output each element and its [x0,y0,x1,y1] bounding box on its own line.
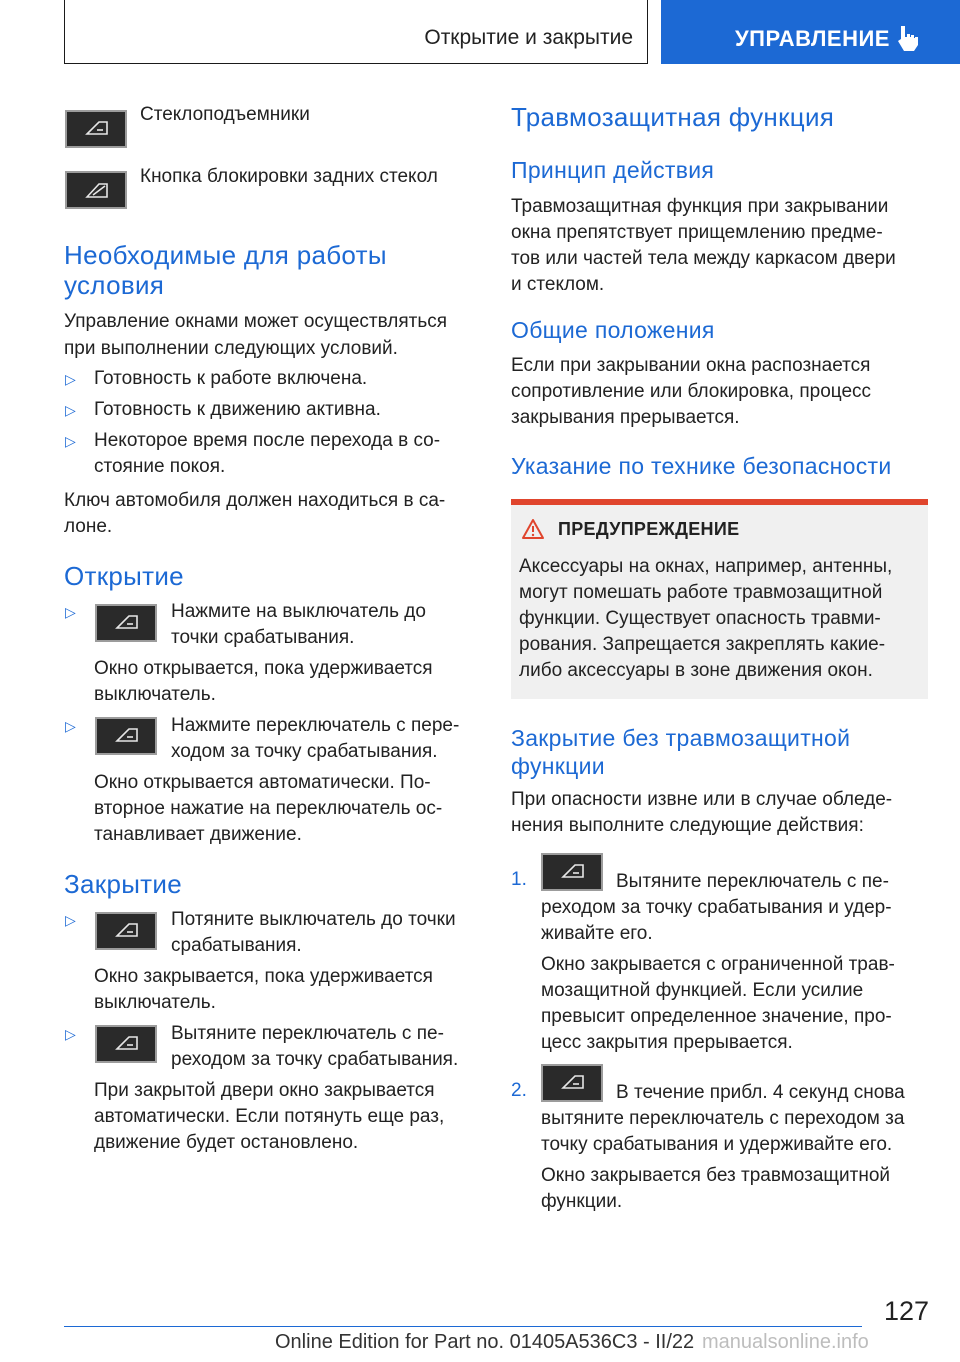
closing-title: Закрытие [64,869,182,899]
triangle-bullet-icon: ▷ [65,604,76,620]
conditions-intro-line2: при выполнении следующих условий. [64,338,398,359]
window-switch-icon [97,719,155,753]
no-protection-intro-line2: нения выполните следующие действия: [511,815,864,836]
warning-line: функции. Существует опасность травми- [519,608,881,629]
no-protection-title-line2: функции [511,753,605,779]
general-line: сопротивление или блокировка, процесс [511,381,872,402]
closing-step-result-cont: автоматически. Если потянуть еще раз, [94,1106,445,1127]
condition-item: Некоторое время после перехода в со- [94,430,441,451]
condition-item-cont: стояние покоя. [94,456,226,477]
opening-step-action: Нажмите на выключатель до [171,601,426,622]
warning-line: рования. Запрещается закреплять какие- [519,634,886,655]
no-protection-step-action: В течение прибл. 4 секунд снова [616,1082,905,1103]
opening-step-action: Нажмите переключатель с пере- [171,715,460,736]
closing-step-result-cont: выключатель. [94,992,216,1013]
closing-step-action: Вытяните переключатель с пе- [171,1023,444,1044]
no-protection-step-action-cont: точку срабатывания и удерживайте его. [541,1134,893,1155]
closing-step-action-cont: срабатывания. [171,935,302,956]
conditions-note-line2: лоне. [64,516,113,537]
principle-line: и стеклом. [511,274,605,295]
window-switch-button-image [541,853,603,891]
opening-title: Открытие [64,561,184,591]
window-switch-button-image [95,717,157,755]
opening-step-action-cont: точки срабатывания. [171,627,355,648]
closing-step-result: При закрытой двери окно закрывается [94,1080,435,1101]
no-protection-step-result: Окно закрывается с ограниченной трав- [541,954,895,975]
section-title: Открытие и закрытие [424,26,633,49]
general-title: Общие положения [511,317,715,343]
no-protection-intro-line1: При опасности извне или в случае обледе- [511,789,893,810]
principle-line: тов или частей тела между каркасом двери [511,248,896,269]
warning-line: либо аксессуары в зоне движения окон. [519,660,873,681]
chapter-title: УПРАВЛЕНИЕ [735,26,890,51]
no-protection-step-result-cont: функции. [541,1191,623,1212]
window-switch-button-image [65,110,127,148]
hand-pointer-icon [896,24,920,52]
step-number: 2. [511,1080,527,1101]
no-protection-step-result: Окно закрывается без травмозащитной [541,1165,891,1186]
condition-item: Готовность к движению активна. [94,399,381,420]
triangle-bullet-icon: ▷ [65,1026,76,1042]
window-switch-icon [97,914,155,948]
no-protection-step-result-cont: превысит определенное значение, про- [541,1006,892,1027]
opening-step-result-cont: вторное нажатие на переключатель ос- [94,798,443,819]
triangle-bullet-icon: ▷ [65,912,76,928]
principle-line: окна препятствует прищемлению предме- [511,222,883,243]
section-header [64,0,648,64]
warning-title: ПРЕДУПРЕЖДЕНИЕ [558,519,740,539]
no-protection-step-action-cont: живайте его. [541,923,653,944]
triangle-bullet-icon: ▷ [65,718,76,734]
principle-title: Принцип действия [511,157,715,183]
page-number: 127 [884,1296,930,1326]
closing-step-result-cont: движение будет остановлено. [94,1132,359,1153]
legend-window-switch: Стеклоподъемники [140,104,310,125]
triangle-bullet-icon: ▷ [65,371,76,387]
opening-step-result: Окно открывается, пока удерживается [94,658,433,679]
condition-item: Готовность к работе включена. [94,368,368,389]
safety-title: Указание по технике безопасности [511,453,892,479]
conditions-title-line1: Необходимые для работы [64,240,387,270]
window-switch-button-image [541,1064,603,1102]
warning-line: могут помешать работе травмозащитной [519,582,883,603]
window-switch-button-image [95,1025,157,1063]
opening-step-result: Окно открывается автоматически. По- [94,772,431,793]
no-protection-step-result-cont: цесс закрытия прерывается. [541,1032,793,1053]
closing-step-result: Окно закрывается, пока удерживается [94,966,433,987]
window-switch-icon [543,855,601,889]
no-protection-step-result-cont: мозащитной функцией. Если усилие [541,980,864,1001]
window-switch-button-image [95,604,157,642]
principle-line: Травмозащитная функция при закрывании [511,196,889,217]
window-switch-button-image [95,912,157,950]
edition-text: Online Edition for Part no. 01405A536C3 - II/22 [275,1331,695,1353]
opening-step-action-cont: ходом за точку срабатывания. [171,741,438,762]
no-protection-title-line1: Закрытие без травмозащитной [511,725,851,751]
watermark: manualsonline.info [702,1331,869,1353]
closing-step-action-cont: реходом за точку срабатывания. [171,1049,459,1070]
opening-step-result-cont: выключатель. [94,684,216,705]
chapter-header [661,0,960,64]
window-switch-icon [97,1027,155,1061]
warning-line: Аксессуары на окнах, например, антенны, [519,556,893,577]
general-line: закрывания прерывается. [511,407,740,428]
window-switch-icon [543,1066,601,1100]
no-protection-step-action-cont: вытяните переключатель с переходом за [541,1108,905,1129]
no-protection-step-action-cont: реходом за точку срабатывания и удер- [541,897,892,918]
triangle-bullet-icon: ▷ [65,433,76,449]
warning-triangle-icon [521,518,545,540]
anti-pinch-title: Травмозащитная функция [511,102,835,132]
opening-step-result-cont: танавливает движение. [94,824,302,845]
conditions-note-line1: Ключ автомобиля должен находиться в са- [64,490,446,511]
footer-divider [64,1326,862,1327]
step-number: 1. [511,869,527,890]
window-lock-button-image [65,171,127,209]
conditions-intro-line1: Управление окнами может осуществляться [64,311,448,332]
triangle-bullet-icon: ▷ [65,402,76,418]
conditions-title-line2: условия [64,270,165,300]
window-switch-icon [97,606,155,640]
window-switch-icon [67,112,125,146]
general-line: Если при закрывании окна распознается [511,355,871,376]
no-protection-step-action: Вытяните переключатель с пе- [616,871,889,892]
closing-step-action: Потяните выключатель до точки [171,909,456,930]
legend-window-lock: Кнопка блокировки задних стекол [140,166,438,187]
window-lock-icon [67,173,125,207]
